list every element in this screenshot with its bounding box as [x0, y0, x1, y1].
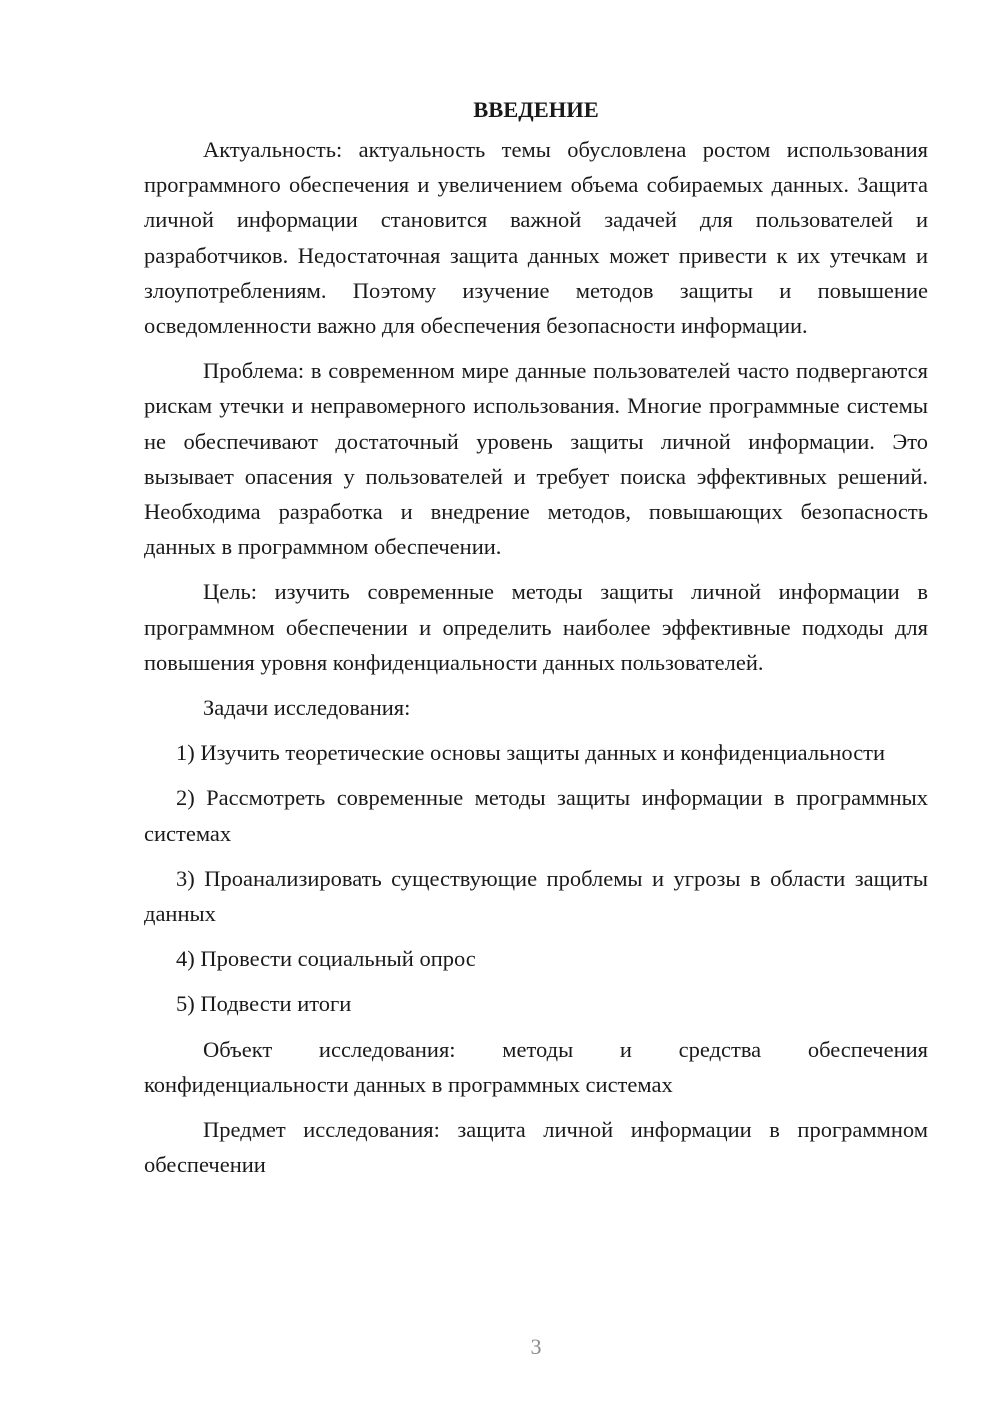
task-item-3: 3) Проанализировать существующие проблемы и угрозы в области защиты данных: [144, 865, 928, 927]
paragraph-subject: Предмет исследования: защита личной информации в программном обеспечении: [144, 1117, 928, 1178]
paragraph-tasks-intro: Задачи исследования:: [203, 695, 411, 721]
task-item-5: 5) Подвести итоги: [176, 991, 352, 1017]
paragraph-relevance: Актуальность: актуальность темы обусловлена ростом использования программного обеспечения и увеличением объема собираемых данных. Защита личной информации становится важной задачей для пользователей и разработчиков. Недостаточная защита данных может привести к их утечкам и злоупотреблениям. Поэтому изучение методов защиты и повышение осведомленности важно для обеспечения безопасности информации.: [144, 137, 928, 339]
page-number: 3: [530, 1334, 542, 1359]
paragraph-goal: Цель: изучить современные методы защиты личной информации в программном обеспечении и определить наиболее эффективные подходы для повышения уровня конфиденциальности данных пользователей.: [144, 579, 928, 675]
task-item-4: 4) Провести социальный опрос: [176, 946, 476, 972]
paragraph-object: Объект исследования: методы и средства обеспечения конфиденциальности данных в программных системах: [144, 1036, 928, 1097]
task-item-1: 1) Изучить теоретические основы защиты данных и конфиденциальности: [176, 740, 886, 766]
task-item-2: 2) Рассмотреть современные методы защиты информации в программных системах: [144, 785, 928, 846]
paragraph-problem: Проблема: в современном мире данные пользователей часто подвергаются рискам утечки и неправомерного использования. Многие программные системы не обеспечивают достаточный уровень защиты личной информации. Это вызывает опасения у пользователей и требует поиска эффективных решений. Необходима разработка и внедрение методов, повышающих безопасность данных в программном обеспечении.: [144, 358, 928, 560]
page-heading: ВВЕДЕНИЕ: [473, 97, 599, 122]
page-content: [144, 92, 928, 1192]
